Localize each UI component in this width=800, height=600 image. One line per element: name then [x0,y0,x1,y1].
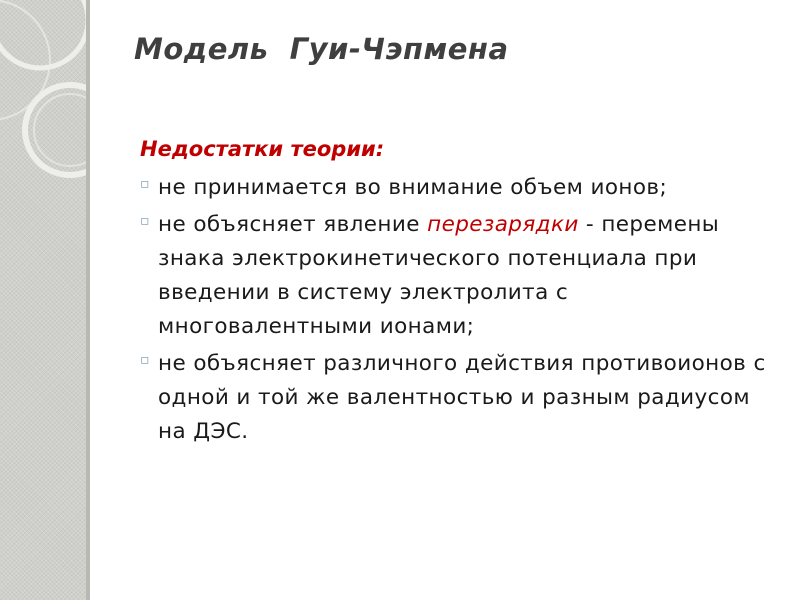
bullet-square-icon: ▫ [140,176,150,192]
list-item [140,347,780,449]
highlighted-term: перезарядки [427,212,579,237]
bullet-square-icon: ▫ [140,213,150,229]
bullet-text-after: - перемены знака электрокинетического потенциала при введении в систему электролита с многовалентными ионами; [158,212,720,339]
bullet-square-icon: ▫ [140,352,150,368]
slide-title: Модель Гуи-Чэпмена [134,32,509,66]
side-panel-edge [86,0,90,600]
bullet-text-before: не объясняет явление [158,212,428,237]
subheading: Недостатки теории: [140,137,385,161]
circles-ornament-icon [0,0,86,600]
list-item [140,171,780,205]
decorative-side-panel [0,0,86,600]
slide-content [140,135,780,452]
list-item [140,208,780,344]
bullet-text: не объясняет различного действия противоионов с одной и той же валентностью и разным радиусом на ДЭС. [158,351,766,444]
bullet-text: не принимается во внимание объем ионов; [158,175,668,200]
bullet-list [140,171,780,449]
